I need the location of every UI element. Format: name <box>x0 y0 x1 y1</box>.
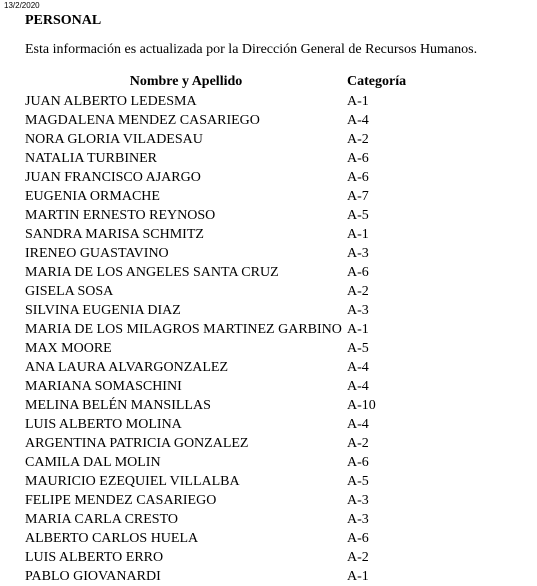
employee-name: JUAN FRANCISCO AJARGO <box>25 169 201 185</box>
table-row <box>25 282 525 301</box>
employee-category: A-1 <box>347 226 369 242</box>
employee-name: PABLO GIOVANARDI <box>25 568 161 584</box>
table-row <box>25 111 525 130</box>
intro-text: Esta información es actualizada por la Dirección General de Recursos Humanos. <box>25 42 478 57</box>
employee-name: LUIS ALBERTO MOLINA <box>25 416 182 432</box>
table-row <box>25 339 525 358</box>
employee-category: A-4 <box>347 378 369 394</box>
table-row <box>25 92 525 111</box>
employee-category: A-6 <box>347 150 369 166</box>
employee-name: MARIA DE LOS ANGELES SANTA CRUZ <box>25 264 279 280</box>
table-row <box>25 130 525 149</box>
employee-category: A-3 <box>347 302 369 318</box>
employee-category: A-5 <box>347 473 369 489</box>
table-row <box>25 263 525 282</box>
employee-category: A-6 <box>347 169 369 185</box>
employee-name: ANA LAURA ALVARGONZALEZ <box>25 359 229 375</box>
section-title: PERSONAL <box>25 13 102 28</box>
employee-category: A-10 <box>347 397 376 413</box>
table-row <box>25 225 525 244</box>
employee-name: MAGDALENA MENDEZ CASARIEGO <box>25 112 260 128</box>
employee-category: A-3 <box>347 511 369 527</box>
employee-category: A-2 <box>347 131 369 147</box>
employee-name: MARIANA SOMASCHINI <box>25 378 182 394</box>
table-row <box>25 377 525 396</box>
table-row <box>25 529 525 548</box>
employee-name: MELINA BELÉN MANSILLAS <box>25 397 211 413</box>
employee-category: A-3 <box>347 492 369 508</box>
table-row <box>25 415 525 434</box>
employee-category: A-4 <box>347 416 369 432</box>
employee-category: A-5 <box>347 340 369 356</box>
employee-name: SANDRA MARISA SCHMITZ <box>25 226 204 242</box>
table-row <box>25 396 525 415</box>
table-row <box>25 491 525 510</box>
employee-name: MAX MOORE <box>25 340 112 356</box>
table-row <box>25 187 525 206</box>
table-row <box>25 472 525 491</box>
employee-category: A-4 <box>347 112 369 128</box>
employee-category: A-4 <box>347 359 369 375</box>
employee-name: LUIS ALBERTO ERRO <box>25 549 164 565</box>
table-row <box>25 149 525 168</box>
employee-name: IRENEO GUASTAVINO <box>25 245 169 261</box>
employee-category: A-7 <box>347 188 369 204</box>
employee-name: SILVINA EUGENIA DIAZ <box>25 302 181 318</box>
employee-name: JUAN ALBERTO LEDESMA <box>25 93 197 109</box>
employee-category: A-6 <box>347 264 369 280</box>
table-row <box>25 453 525 472</box>
employee-category: A-2 <box>347 435 369 451</box>
employee-name: CAMILA DAL MOLIN <box>25 454 161 470</box>
table-row <box>25 168 525 187</box>
category-column-header: Categoría <box>347 74 407 89</box>
print-date: 13/2/2020 <box>4 1 40 10</box>
employee-category: A-3 <box>347 245 369 261</box>
staff-table <box>25 72 525 586</box>
table-row <box>25 434 525 453</box>
employee-name: NORA GLORIA VILADESAU <box>25 131 203 147</box>
table-row <box>25 320 525 339</box>
employee-name: ALBERTO CARLOS HUELA <box>25 530 199 546</box>
name-column-header: Nombre y Apellido <box>129 74 243 89</box>
table-row <box>25 567 525 586</box>
table-header-row <box>25 72 525 92</box>
table-row <box>25 244 525 263</box>
employee-name: MARTIN ERNESTO REYNOSO <box>25 207 216 223</box>
employee-category: A-2 <box>347 283 369 299</box>
table-row <box>25 301 525 320</box>
table-row <box>25 206 525 225</box>
employee-category: A-1 <box>347 321 369 337</box>
employee-name: MARIA DE LOS MILAGROS MARTINEZ GARBINO <box>25 321 342 337</box>
employee-name: NATALIA TURBINER <box>25 150 158 166</box>
employee-category: A-6 <box>347 530 369 546</box>
employee-name: ARGENTINA PATRICIA GONZALEZ <box>25 435 249 451</box>
table-row <box>25 358 525 377</box>
employee-name: GISELA SOSA <box>25 283 114 299</box>
table-row <box>25 548 525 567</box>
employee-name: EUGENIA ORMACHE <box>25 188 160 204</box>
employee-category: A-1 <box>347 568 369 584</box>
table-row <box>25 510 525 529</box>
employee-category: A-2 <box>347 549 369 565</box>
employee-category: A-6 <box>347 454 369 470</box>
employee-name: MAURICIO EZEQUIEL VILLALBA <box>25 473 240 489</box>
employee-name: FELIPE MENDEZ CASARIEGO <box>25 492 217 508</box>
employee-category: A-1 <box>347 93 369 109</box>
table-body <box>25 92 525 586</box>
employee-name: MARIA CARLA CRESTO <box>25 511 178 527</box>
employee-category: A-5 <box>347 207 369 223</box>
